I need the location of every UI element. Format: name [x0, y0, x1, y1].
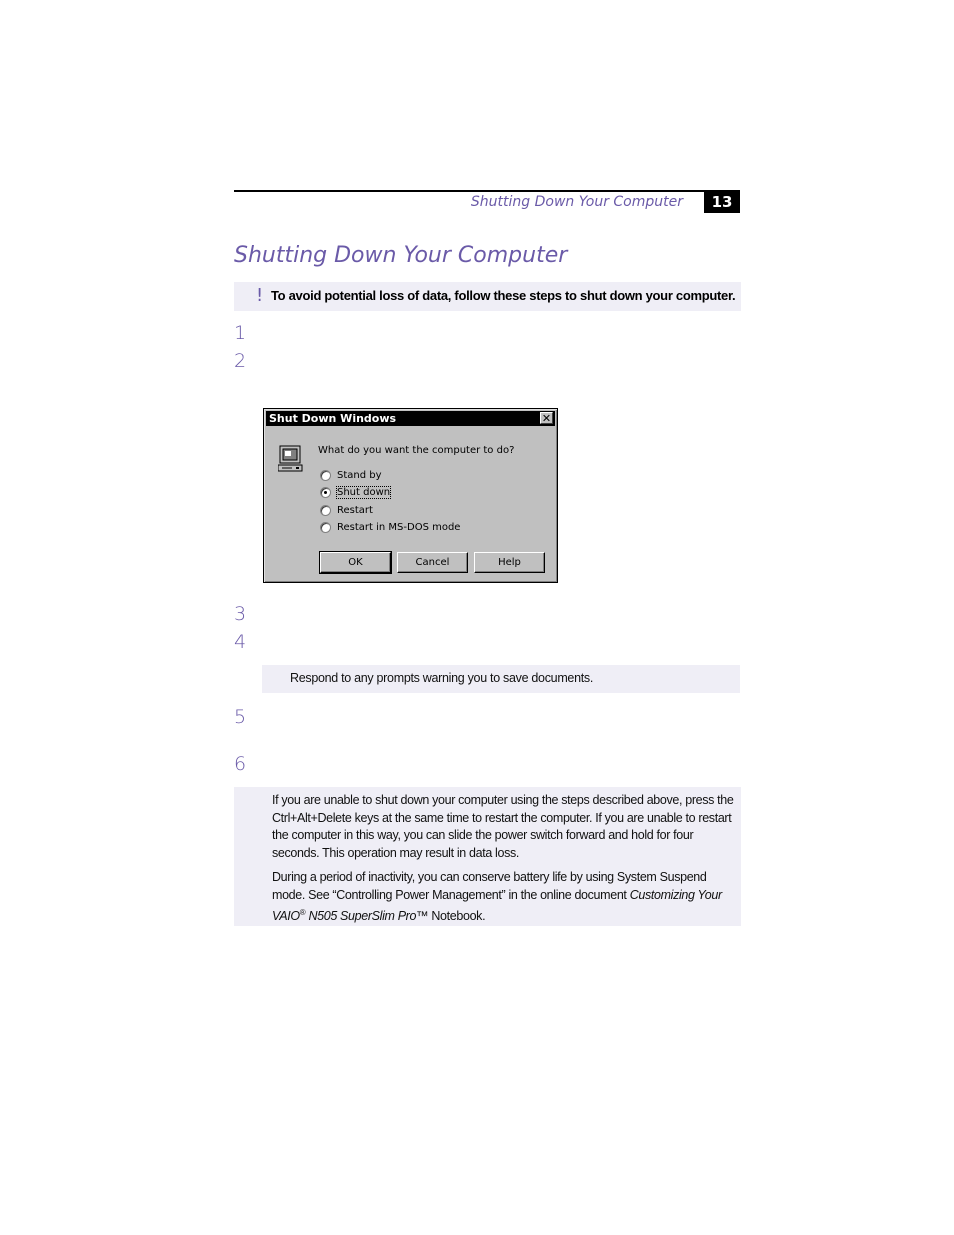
radio-button-selected[interactable]	[320, 487, 331, 498]
page-number: 13	[704, 192, 740, 213]
step-number: 1	[234, 322, 247, 344]
ok-button[interactable]: OK	[320, 552, 391, 573]
document-title-continued: N505 SuperSlim Pro™	[305, 909, 429, 924]
close-button[interactable]: ✕	[541, 412, 552, 425]
option-label: Shut down	[337, 487, 391, 498]
header-rule	[234, 190, 740, 192]
step-number: 5	[234, 706, 247, 728]
dialog-prompt: What do you want the computer to do?	[318, 445, 515, 456]
step-number: 6	[234, 753, 247, 775]
note-text: Respond to any prompts warning you to save documents.	[290, 671, 594, 685]
document-title: Customizing Your VAIO	[272, 887, 722, 924]
option-label: Restart in MS-DOS mode	[337, 522, 461, 533]
step-number: 2	[234, 350, 247, 372]
section-title: Shutting Down Your Computer	[234, 243, 568, 268]
option-label: Restart	[337, 505, 373, 516]
shut-down-dialog	[263, 408, 558, 583]
radio-button[interactable]	[320, 505, 331, 516]
radio-button[interactable]	[320, 522, 331, 533]
option-label: Stand by	[337, 470, 382, 481]
option-restart[interactable]	[320, 505, 373, 516]
radio-button[interactable]	[320, 470, 331, 481]
note-paragraph: If you are unable to shut down your computer using the steps described above, press the Ctrl+Alt+Delete keys at the same time to restart the computer. If you are unable to restart the computer in this way, you can slide the power switch forward and hold for four seconds. This operation may result in data loss.	[272, 793, 734, 860]
note-paragraph	[272, 869, 737, 926]
help-button[interactable]: Help	[474, 552, 545, 573]
registered-mark: ®	[299, 908, 306, 917]
running-title: Shutting Down Your Computer	[470, 194, 683, 210]
computer-icon	[278, 445, 304, 475]
option-restart-ms-dos[interactable]	[320, 522, 460, 533]
dialog-titlebar	[266, 411, 555, 426]
note-text: During a period of inactivity, you can conserve battery life by using System Suspend mode. See “Controlling Power Management” in the online document	[272, 870, 707, 902]
step-number: 4	[234, 631, 247, 653]
option-stand-by[interactable]	[320, 470, 382, 481]
option-shut-down[interactable]	[320, 487, 390, 498]
cancel-button[interactable]: Cancel	[397, 552, 468, 573]
dialog-title: Shut Down Windows	[269, 412, 397, 425]
warning-text: To avoid potential loss of data, follow these steps to shut down your computer.	[271, 288, 736, 303]
note-text-end: Notebook.	[428, 909, 486, 924]
step-number: 3	[234, 603, 247, 625]
exclamation-icon: !	[256, 285, 264, 306]
